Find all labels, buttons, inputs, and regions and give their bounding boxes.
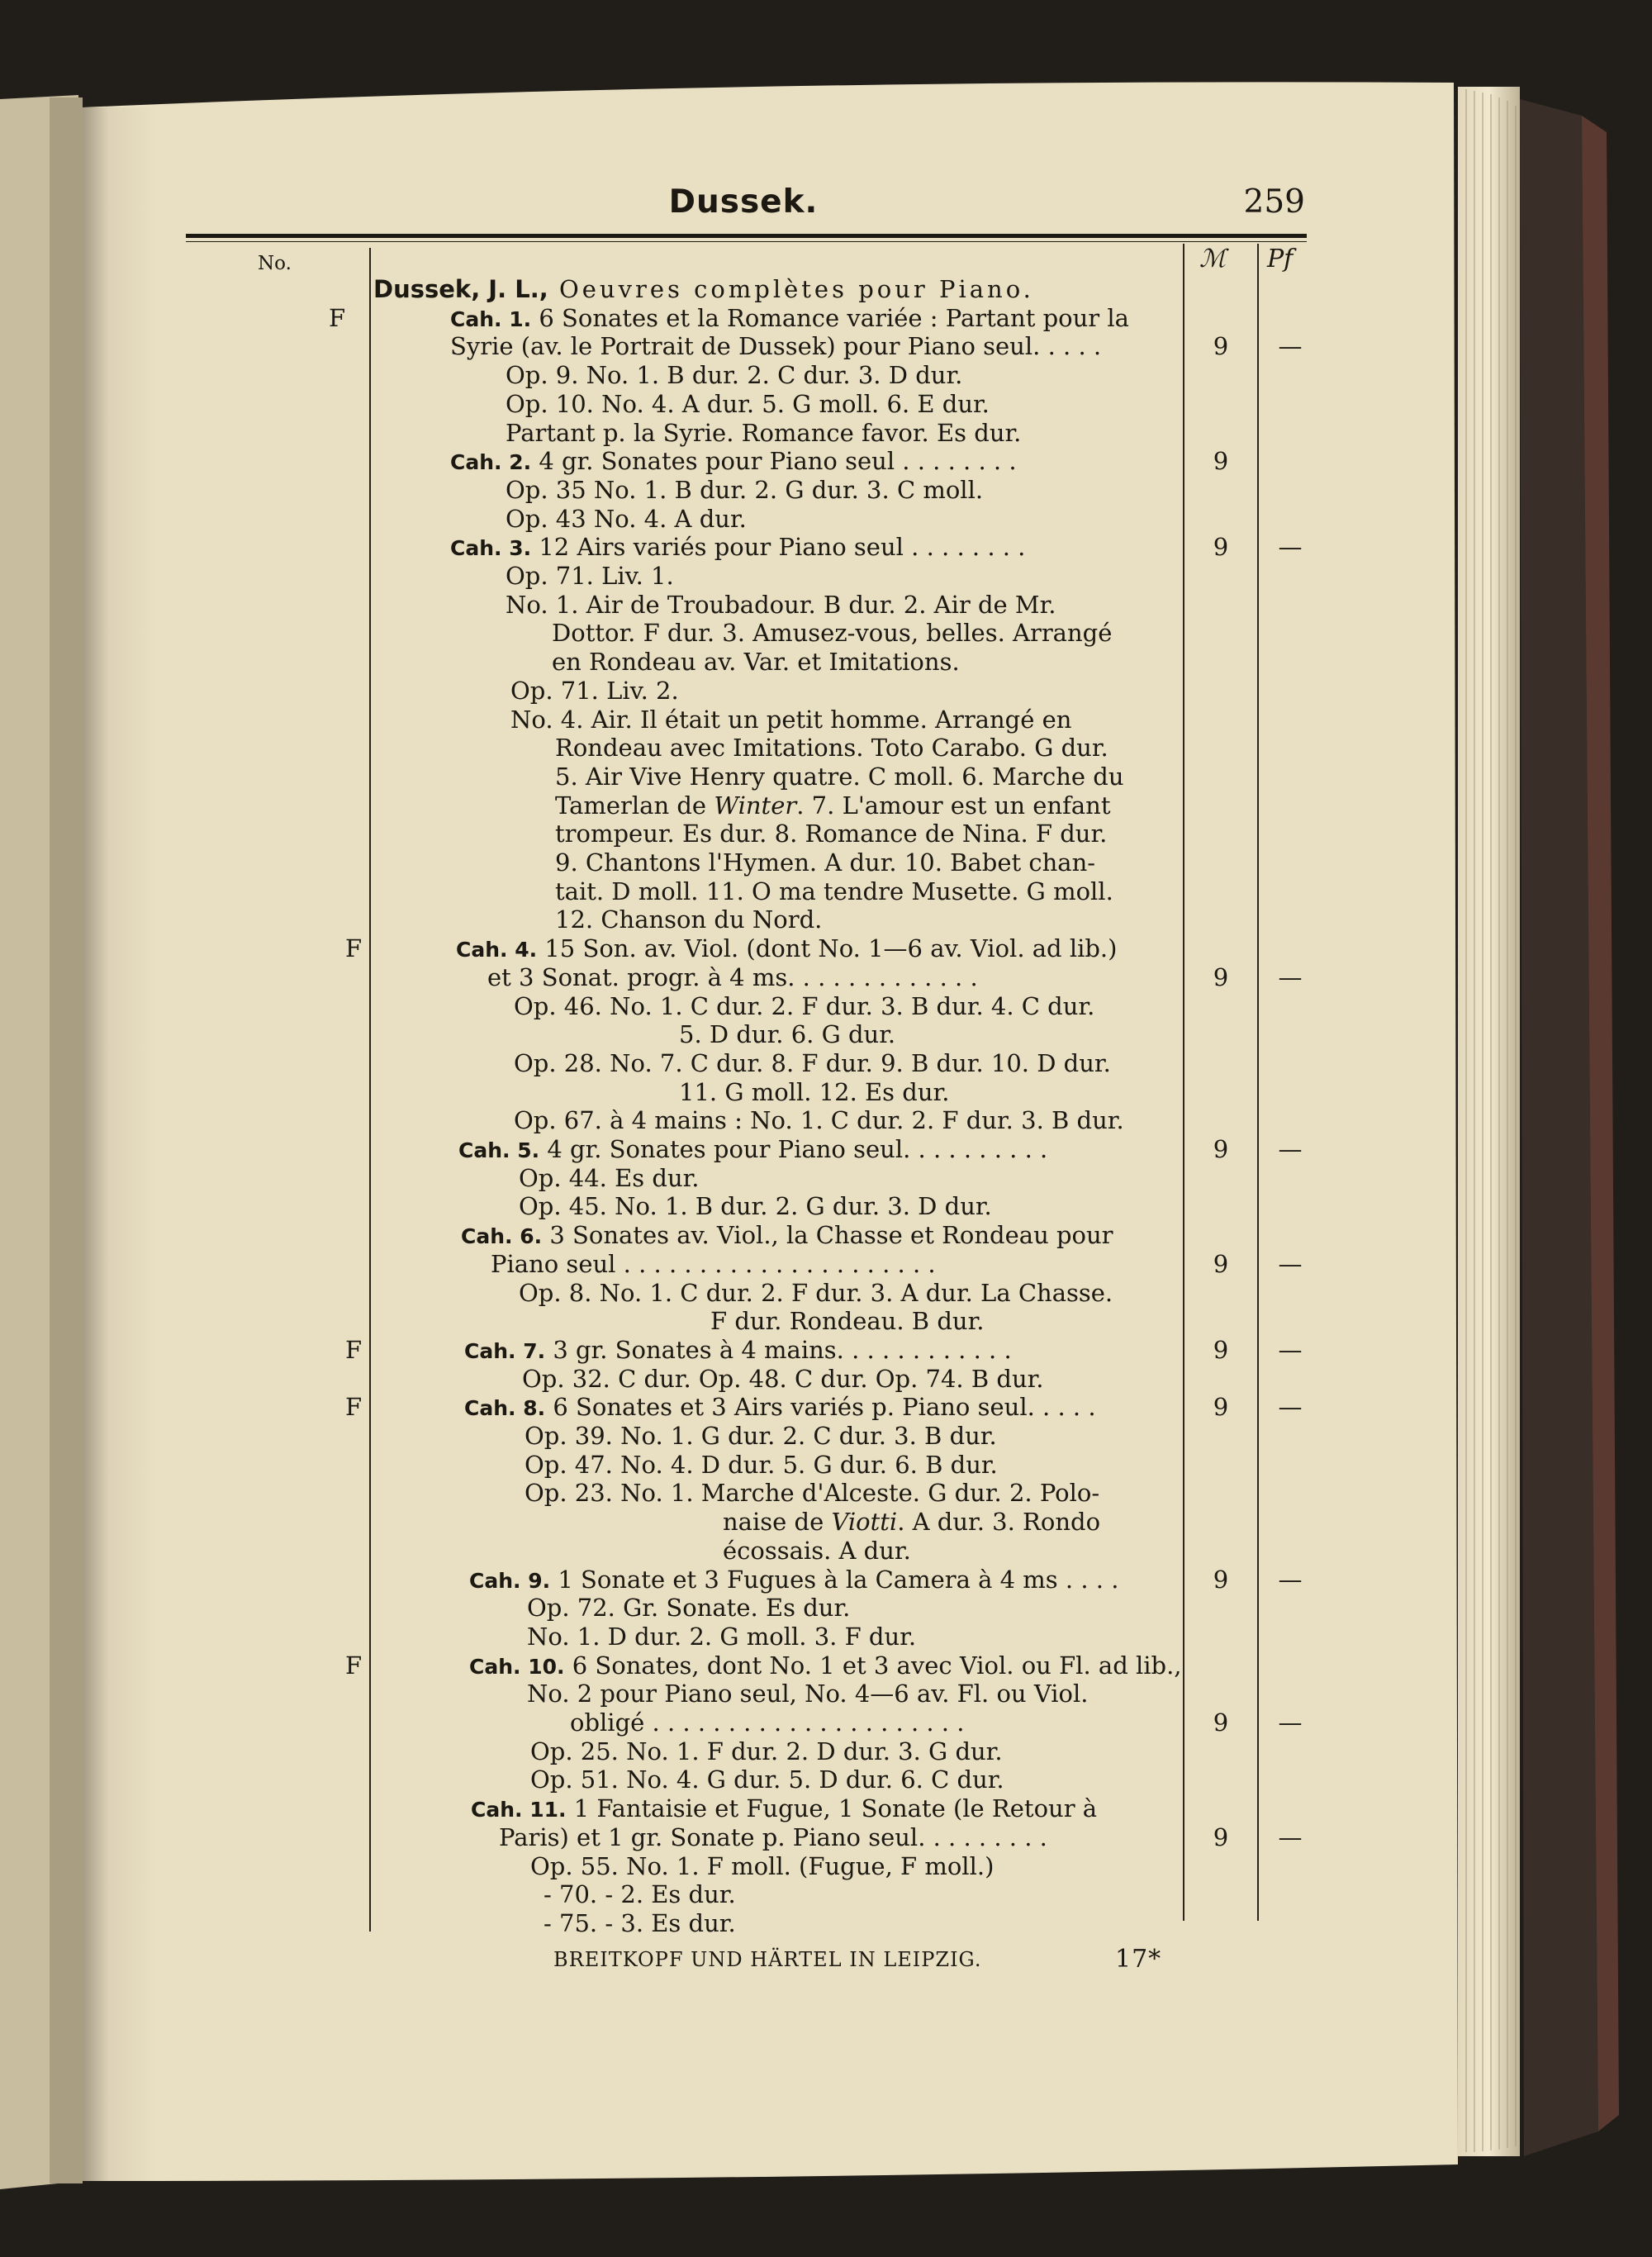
catalog-line: [0, 390, 1371, 418]
price-pf: —: [1278, 1565, 1303, 1594]
catalog-line: [0, 619, 1371, 647]
price-pf: —: [1278, 1249, 1303, 1278]
column-header-no: No.: [258, 253, 292, 274]
catalog-line: [0, 1164, 1371, 1192]
catalog-line: [0, 505, 1371, 533]
catalog-line: [0, 1794, 1371, 1822]
catalog-line: [0, 1135, 1371, 1163]
catalog-line: [0, 1279, 1371, 1307]
entry-text: Op. 71. Liv. 2.: [510, 676, 679, 705]
cahier-label: Cah. 5.: [458, 1138, 540, 1162]
entry-text: Paris) et 1 gr. Sonate p. Piano seul. . . . . . . . .: [499, 1822, 1047, 1851]
entry-text: Op. 25. No. 1. F dur. 2. D dur. 3. G dur.: [530, 1737, 1003, 1765]
catalog-line: [0, 1250, 1371, 1278]
catalog-line: [0, 677, 1371, 705]
entry-text: Op. 47. No. 4. D dur. 5. G dur. 6. B dur.: [525, 1450, 998, 1479]
format-mark: F: [345, 1393, 363, 1422]
entry-text: Syrie (av. le Portrait de Dussek) pour Piano seul. . . . .: [450, 332, 1102, 361]
entry-text: Cah. 6. 3 Sonates av. Viol., la Chasse et Rondeau pour: [461, 1221, 1113, 1250]
price-pf: —: [1278, 332, 1303, 361]
entry-text: Rondeau avec Imitations. Toto Carabo. G dur.: [555, 734, 1108, 763]
catalog-line: [0, 1365, 1371, 1393]
entry-text: Op. 9. No. 1. B dur. 2. C dur. 3. D dur.: [506, 361, 963, 390]
cahier-label: Cah. 11.: [471, 1798, 567, 1822]
catalog-line: [0, 1651, 1371, 1680]
catalog-line: [0, 1422, 1371, 1450]
price-mark: 9: [1213, 533, 1229, 562]
entry-text: No. 2 pour Piano seul, No. 4—6 av. Fl. ou Viol.: [527, 1680, 1089, 1708]
catalog-line: [0, 1221, 1371, 1249]
entry-text: 5. Air Vive Henry quatre. C moll. 6. Marche du: [555, 762, 1124, 791]
cahier-label: Cah. 1.: [450, 306, 532, 331]
catalog-line: [0, 1566, 1371, 1594]
catalog-line: [0, 1192, 1371, 1220]
entry-text: 12. Chanson du Nord.: [555, 905, 823, 934]
price-mark: 9: [1213, 332, 1229, 361]
cahier-label: Cah. 9.: [469, 1568, 551, 1593]
price-pf: —: [1278, 962, 1303, 991]
entry-text: Cah. 4. 15 Son. av. Viol. (dont No. 1—6 av. Viol. ad lib.): [456, 934, 1118, 963]
cahier-label: Cah. 2.: [450, 450, 532, 475]
entry-text: Cah. 3. 12 Airs variés pour Piano seul . . . . . . . .: [450, 533, 1026, 562]
entry-text: naise de Viotti. A dur. 3. Rondo: [723, 1508, 1101, 1537]
catalog-line: [0, 1479, 1371, 1507]
entry-text: Op. 8. No. 1. C dur. 2. F dur. 3. A dur. La Chasse.: [519, 1278, 1113, 1307]
catalog-line: [0, 1594, 1371, 1622]
entry-text: 9. Chantons l'Hymen. A dur. 10. Babet chan-: [555, 848, 1096, 877]
catalog-line: [0, 1393, 1371, 1421]
entry-text: Dottor. F dur. 3. Amusez-vous, belles. Arrangé: [552, 619, 1113, 648]
entry-text: Cah. 1. 6 Sonates et la Romance variée : Partant pour la: [450, 303, 1129, 332]
entry-text: Cah. 8. 6 Sonates et 3 Airs variés p. Piano seul. . . . .: [464, 1393, 1096, 1422]
entry-text: No. 1. Air de Troubadour. B dur. 2. Air de Mr.: [506, 590, 1056, 619]
catalog-line: [0, 905, 1371, 934]
entry-text: Op. 23. No. 1. Marche d'Alceste. G dur. 2. Polo-: [525, 1479, 1100, 1508]
price-pf: —: [1278, 1135, 1303, 1163]
price-mark: 9: [1213, 1135, 1229, 1163]
entry-text: Cah. 11. 1 Fantaisie et Fugue, 1 Sonate (le Retour à: [471, 1794, 1098, 1823]
entry-text: et 3 Sonat. progr. à 4 ms. . . . . . . . . . . . .: [487, 962, 978, 991]
cahier-label: Cah. 10.: [469, 1654, 565, 1679]
column-header-pf: Pf: [1267, 245, 1294, 273]
entry-text: Cah. 2. 4 gr. Sonates pour Piano seul . . . . . . . .: [450, 447, 1017, 476]
format-mark: F: [345, 1651, 363, 1680]
catalog-line: [0, 1307, 1371, 1335]
catalog-line: [0, 820, 1371, 848]
cahier-label: Cah. 6.: [461, 1224, 543, 1249]
entry-text: Op. 43 No. 4. A dur.: [506, 504, 747, 533]
format-mark: F: [329, 303, 346, 332]
entry-text: Cah. 9. 1 Sonate et 3 Fugues à la Camera à 4 ms . . . .: [469, 1565, 1119, 1594]
price-mark: 9: [1213, 1822, 1229, 1851]
entry-text: Tamerlan de Winter. 7. L'amour est un enfant: [555, 791, 1111, 820]
signature-mark: 17*: [1115, 1945, 1162, 1974]
catalog-line: [0, 734, 1371, 762]
price-pf: —: [1278, 1393, 1303, 1422]
catalog-line: [0, 419, 1371, 447]
entry-text: obligé . . . . . . . . . . . . . . . . . . . . .: [570, 1708, 965, 1737]
catalog-line: [0, 763, 1371, 791]
catalog-line: [0, 1737, 1371, 1765]
catalog-line: [0, 1508, 1371, 1536]
entry-text: en Rondeau av. Var. et Imitations.: [552, 648, 960, 677]
price-mark: 9: [1213, 1393, 1229, 1422]
catalog-line: [0, 1451, 1371, 1479]
catalog-line: [0, 1852, 1371, 1880]
catalog-line: [0, 1537, 1371, 1565]
entry-text: Op. 39. No. 1. G dur. 2. C dur. 3. B dur.: [525, 1422, 997, 1450]
price-mark: 9: [1213, 1565, 1229, 1594]
catalog-line: [0, 304, 1371, 332]
entry-text: Op. 71. Liv. 1.: [506, 562, 674, 590]
format-mark: F: [345, 1335, 363, 1364]
catalog-line: [0, 1765, 1371, 1794]
entry-text: Op. 55. No. 1. F moll. (Fugue, F moll.): [530, 1851, 995, 1880]
price-mark: 9: [1213, 1708, 1229, 1737]
catalog-line: [0, 992, 1371, 1020]
format-mark: F: [345, 934, 363, 963]
catalog-line: [0, 1680, 1371, 1708]
price-pf: —: [1278, 533, 1303, 562]
entry-text: Op. 10. No. 4. A dur. 5. G moll. 6. E dur.: [506, 389, 990, 418]
catalog-line: [0, 648, 1371, 676]
catalog-line: [0, 1336, 1371, 1364]
catalog-line: [0, 963, 1371, 991]
price-pf: —: [1278, 1822, 1303, 1851]
entry-text: Op. 51. No. 4. G dur. 5. D dur. 6. C dur.: [530, 1765, 1004, 1794]
catalog-line: [0, 533, 1371, 561]
entry-text: Partant p. la Syrie. Romance favor. Es dur.: [506, 418, 1022, 447]
entry-text: tait. D moll. 11. O ma tendre Musette. G moll.: [555, 877, 1113, 905]
catalog-line: [0, 1078, 1371, 1106]
catalog-line: [0, 476, 1371, 504]
column-header-mark: ℳ: [1199, 245, 1227, 273]
entry-text: Op. 46. No. 1. C dur. 2. F dur. 3. B dur. 4. C dur.: [514, 991, 1095, 1020]
price-pf: —: [1278, 1708, 1303, 1737]
entry-text: Op. 32. C dur. Op. 48. C dur. Op. 74. B dur.: [522, 1364, 1044, 1393]
catalog-line: [0, 1623, 1371, 1651]
catalog-line: [0, 934, 1371, 962]
catalog-line: [0, 1020, 1371, 1048]
catalog-line: [0, 1880, 1371, 1908]
publisher-imprint: BREITKOPF UND HÄRTEL IN LEIPZIG.: [553, 1948, 982, 1971]
entry-text: Dussek, J. L., Oeuvres complètes pour Piano.: [373, 275, 1034, 303]
entry-text: 11. G moll. 12. Es dur.: [679, 1077, 950, 1106]
cahier-label: Cah. 4.: [456, 938, 538, 962]
entry-text: 5. D dur. 6. G dur.: [679, 1020, 896, 1049]
catalog-line: [0, 706, 1371, 734]
catalog-line: [0, 791, 1371, 820]
catalog-line: [0, 562, 1371, 590]
entry-text: Cah. 7. 3 gr. Sonates à 4 mains. . . . . . . . . . . .: [464, 1335, 1012, 1364]
cahier-label: Cah. 3.: [450, 536, 532, 561]
entry-text: No. 1. D dur. 2. G moll. 3. F dur.: [527, 1622, 917, 1651]
entry-text: Cah. 10. 6 Sonates, dont No. 1 et 3 avec Viol. ou Fl. ad lib.,: [469, 1651, 1182, 1680]
catalog-line: [0, 332, 1371, 360]
entry-text: Cah. 5. 4 gr. Sonates pour Piano seul. . . . . . . . . .: [458, 1135, 1048, 1163]
price-mark: 9: [1213, 962, 1229, 991]
catalog-line: [0, 275, 1371, 303]
catalog-line: [0, 848, 1371, 877]
price-mark: 9: [1213, 1249, 1229, 1278]
price-mark: 9: [1213, 447, 1229, 476]
catalog-line: [0, 361, 1371, 389]
entry-text: F dur. Rondeau. B dur.: [710, 1307, 985, 1336]
entry-text: Op. 67. à 4 mains : No. 1. C dur. 2. F dur. 3. B dur.: [514, 1106, 1124, 1135]
entry-text: - 70. - 2. Es dur.: [544, 1880, 736, 1909]
catalog-line: [0, 1823, 1371, 1851]
page-number: 259: [1243, 183, 1305, 221]
author-heading: Dussek, J. L.,: [373, 275, 548, 303]
entry-text: trompeur. Es dur. 8. Romance de Nina. F dur.: [555, 820, 1108, 848]
entry-text: - 75. - 3. Es dur.: [544, 1908, 736, 1937]
catalog-line: [0, 1909, 1371, 1937]
catalog-line: [0, 1106, 1371, 1134]
entry-text: écossais. A dur.: [723, 1536, 911, 1565]
cahier-label: Cah. 7.: [464, 1338, 546, 1363]
entry-text: Op. 72. Gr. Sonate. Es dur.: [527, 1594, 851, 1623]
catalog-line: [0, 447, 1371, 475]
page-title: Dussek.: [668, 183, 819, 221]
price-pf: —: [1278, 1335, 1303, 1364]
catalog-line: [0, 591, 1371, 619]
price-mark: 9: [1213, 1335, 1229, 1364]
cahier-label: Cah. 8.: [464, 1396, 546, 1421]
catalog-line: [0, 1708, 1371, 1737]
entry-text: Op. 35 No. 1. B dur. 2. G dur. 3. C moll.: [506, 475, 984, 504]
entry-text: Piano seul . . . . . . . . . . . . . . . . . . . . .: [491, 1249, 936, 1278]
catalog-line: [0, 877, 1371, 905]
catalog-line: [0, 1049, 1371, 1077]
entry-text: Op. 28. No. 7. C dur. 8. F dur. 9. B dur. 10. D dur.: [514, 1048, 1111, 1077]
entry-text: No. 4. Air. Il était un petit homme. Arrangé en: [510, 705, 1072, 734]
entry-text: Op. 45. No. 1. B dur. 2. G dur. 3. D dur.: [519, 1192, 992, 1221]
entry-text: Op. 44. Es dur.: [519, 1163, 700, 1192]
